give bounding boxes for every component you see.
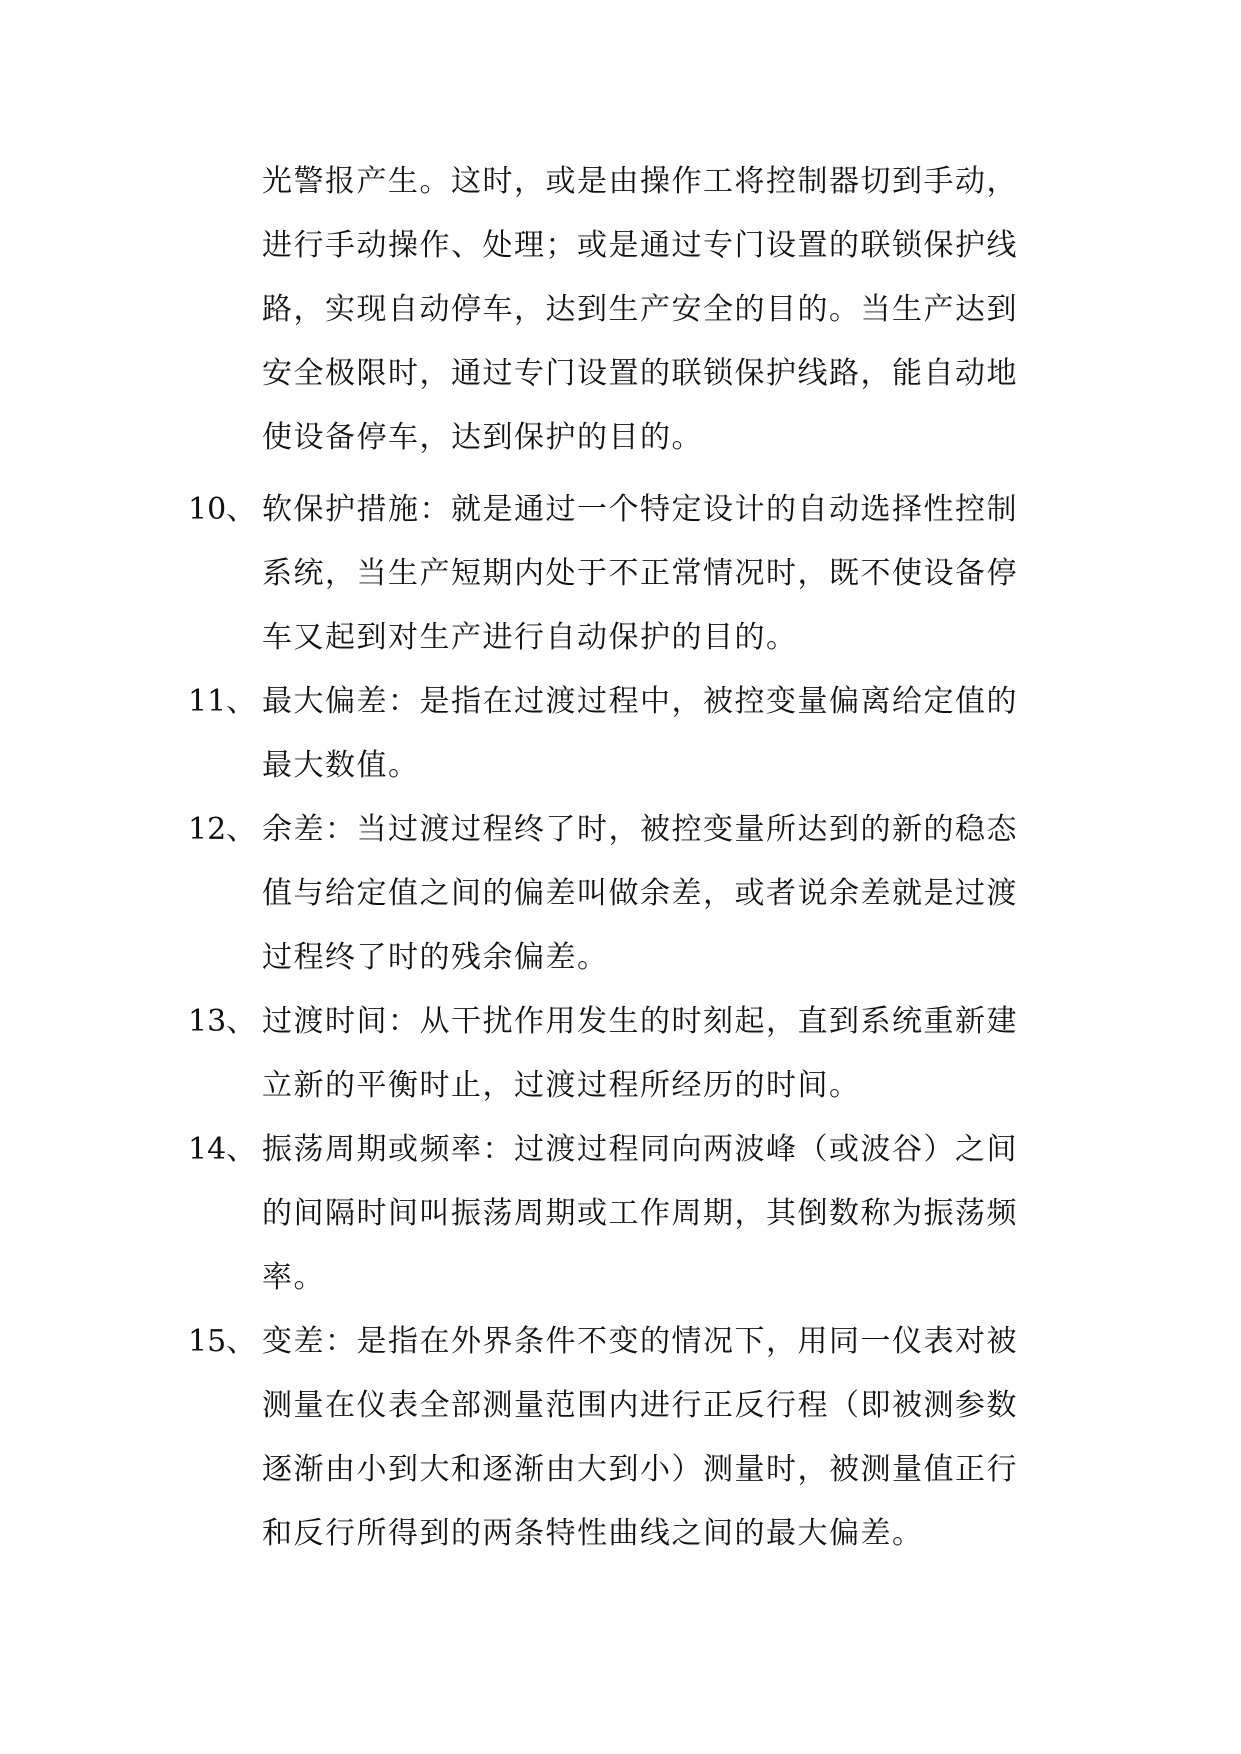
- item-number: 14、: [188, 1132, 257, 1167]
- item-number: 12、: [188, 812, 257, 847]
- paragraph-line: 余差：当过渡过程终了时，被控变量所达到的新的稳态: [262, 812, 1018, 847]
- paragraph-line: 路，实现自动停车，达到生产安全的目的。当生产达到: [262, 292, 1018, 327]
- paragraph-line: 系统，当生产短期内处于不正常情况时，既不使设备停: [262, 556, 1018, 591]
- item-number: 11、: [188, 684, 257, 719]
- paragraph-line: 光警报产生。这时，或是由操作工将控制器切到手动，: [262, 164, 1018, 199]
- item-number: 13、: [188, 1004, 257, 1039]
- paragraph-line: 使设备停车，达到保护的目的。: [262, 420, 703, 455]
- paragraph-line: 进行手动操作、处理；或是通过专门设置的联锁保护线: [262, 228, 1018, 263]
- paragraph-line: 过渡时间：从干扰作用发生的时刻起，直到系统重新建: [262, 1004, 1018, 1039]
- paragraph-line: 立新的平衡时止，过渡过程所经历的时间。: [262, 1068, 861, 1103]
- paragraph-line: 软保护措施：就是通过一个特定设计的自动选择性控制: [262, 492, 1018, 527]
- paragraph-line: 测量在仪表全部测量范围内进行正反行程（即被测参数: [262, 1388, 1018, 1423]
- paragraph-line: 值与给定值之间的偏差叫做余差，或者说余差就是过渡: [262, 876, 1018, 911]
- paragraph-line: 车又起到对生产进行自动保护的目的。: [262, 620, 798, 655]
- paragraph-line: 最大偏差：是指在过渡过程中，被控变量偏离给定值的: [262, 684, 1018, 719]
- paragraph-line: 逐渐由小到大和逐渐由大到小）测量时，被测量值正行: [262, 1452, 1018, 1487]
- paragraph-line: 最大数值。: [262, 748, 420, 783]
- paragraph-line: 过程终了时的残余偏差。: [262, 940, 609, 975]
- paragraph-line: 振荡周期或频率：过渡过程同向两波峰（或波谷）之间: [262, 1132, 1018, 1167]
- paragraph-line: 的间隔时间叫振荡周期或工作周期，其倒数称为振荡频: [262, 1196, 1018, 1231]
- paragraph-line: 安全极限时，通过专门设置的联锁保护线路，能自动地: [262, 356, 1018, 391]
- item-number: 10、: [188, 492, 257, 527]
- paragraph-line: 变差：是指在外界条件不变的情况下，用同一仪表对被: [262, 1324, 1018, 1359]
- item-number: 15、: [188, 1324, 257, 1359]
- paragraph-line: 率。: [262, 1260, 325, 1295]
- paragraph-line: 和反行所得到的两条特性曲线之间的最大偏差。: [262, 1516, 924, 1551]
